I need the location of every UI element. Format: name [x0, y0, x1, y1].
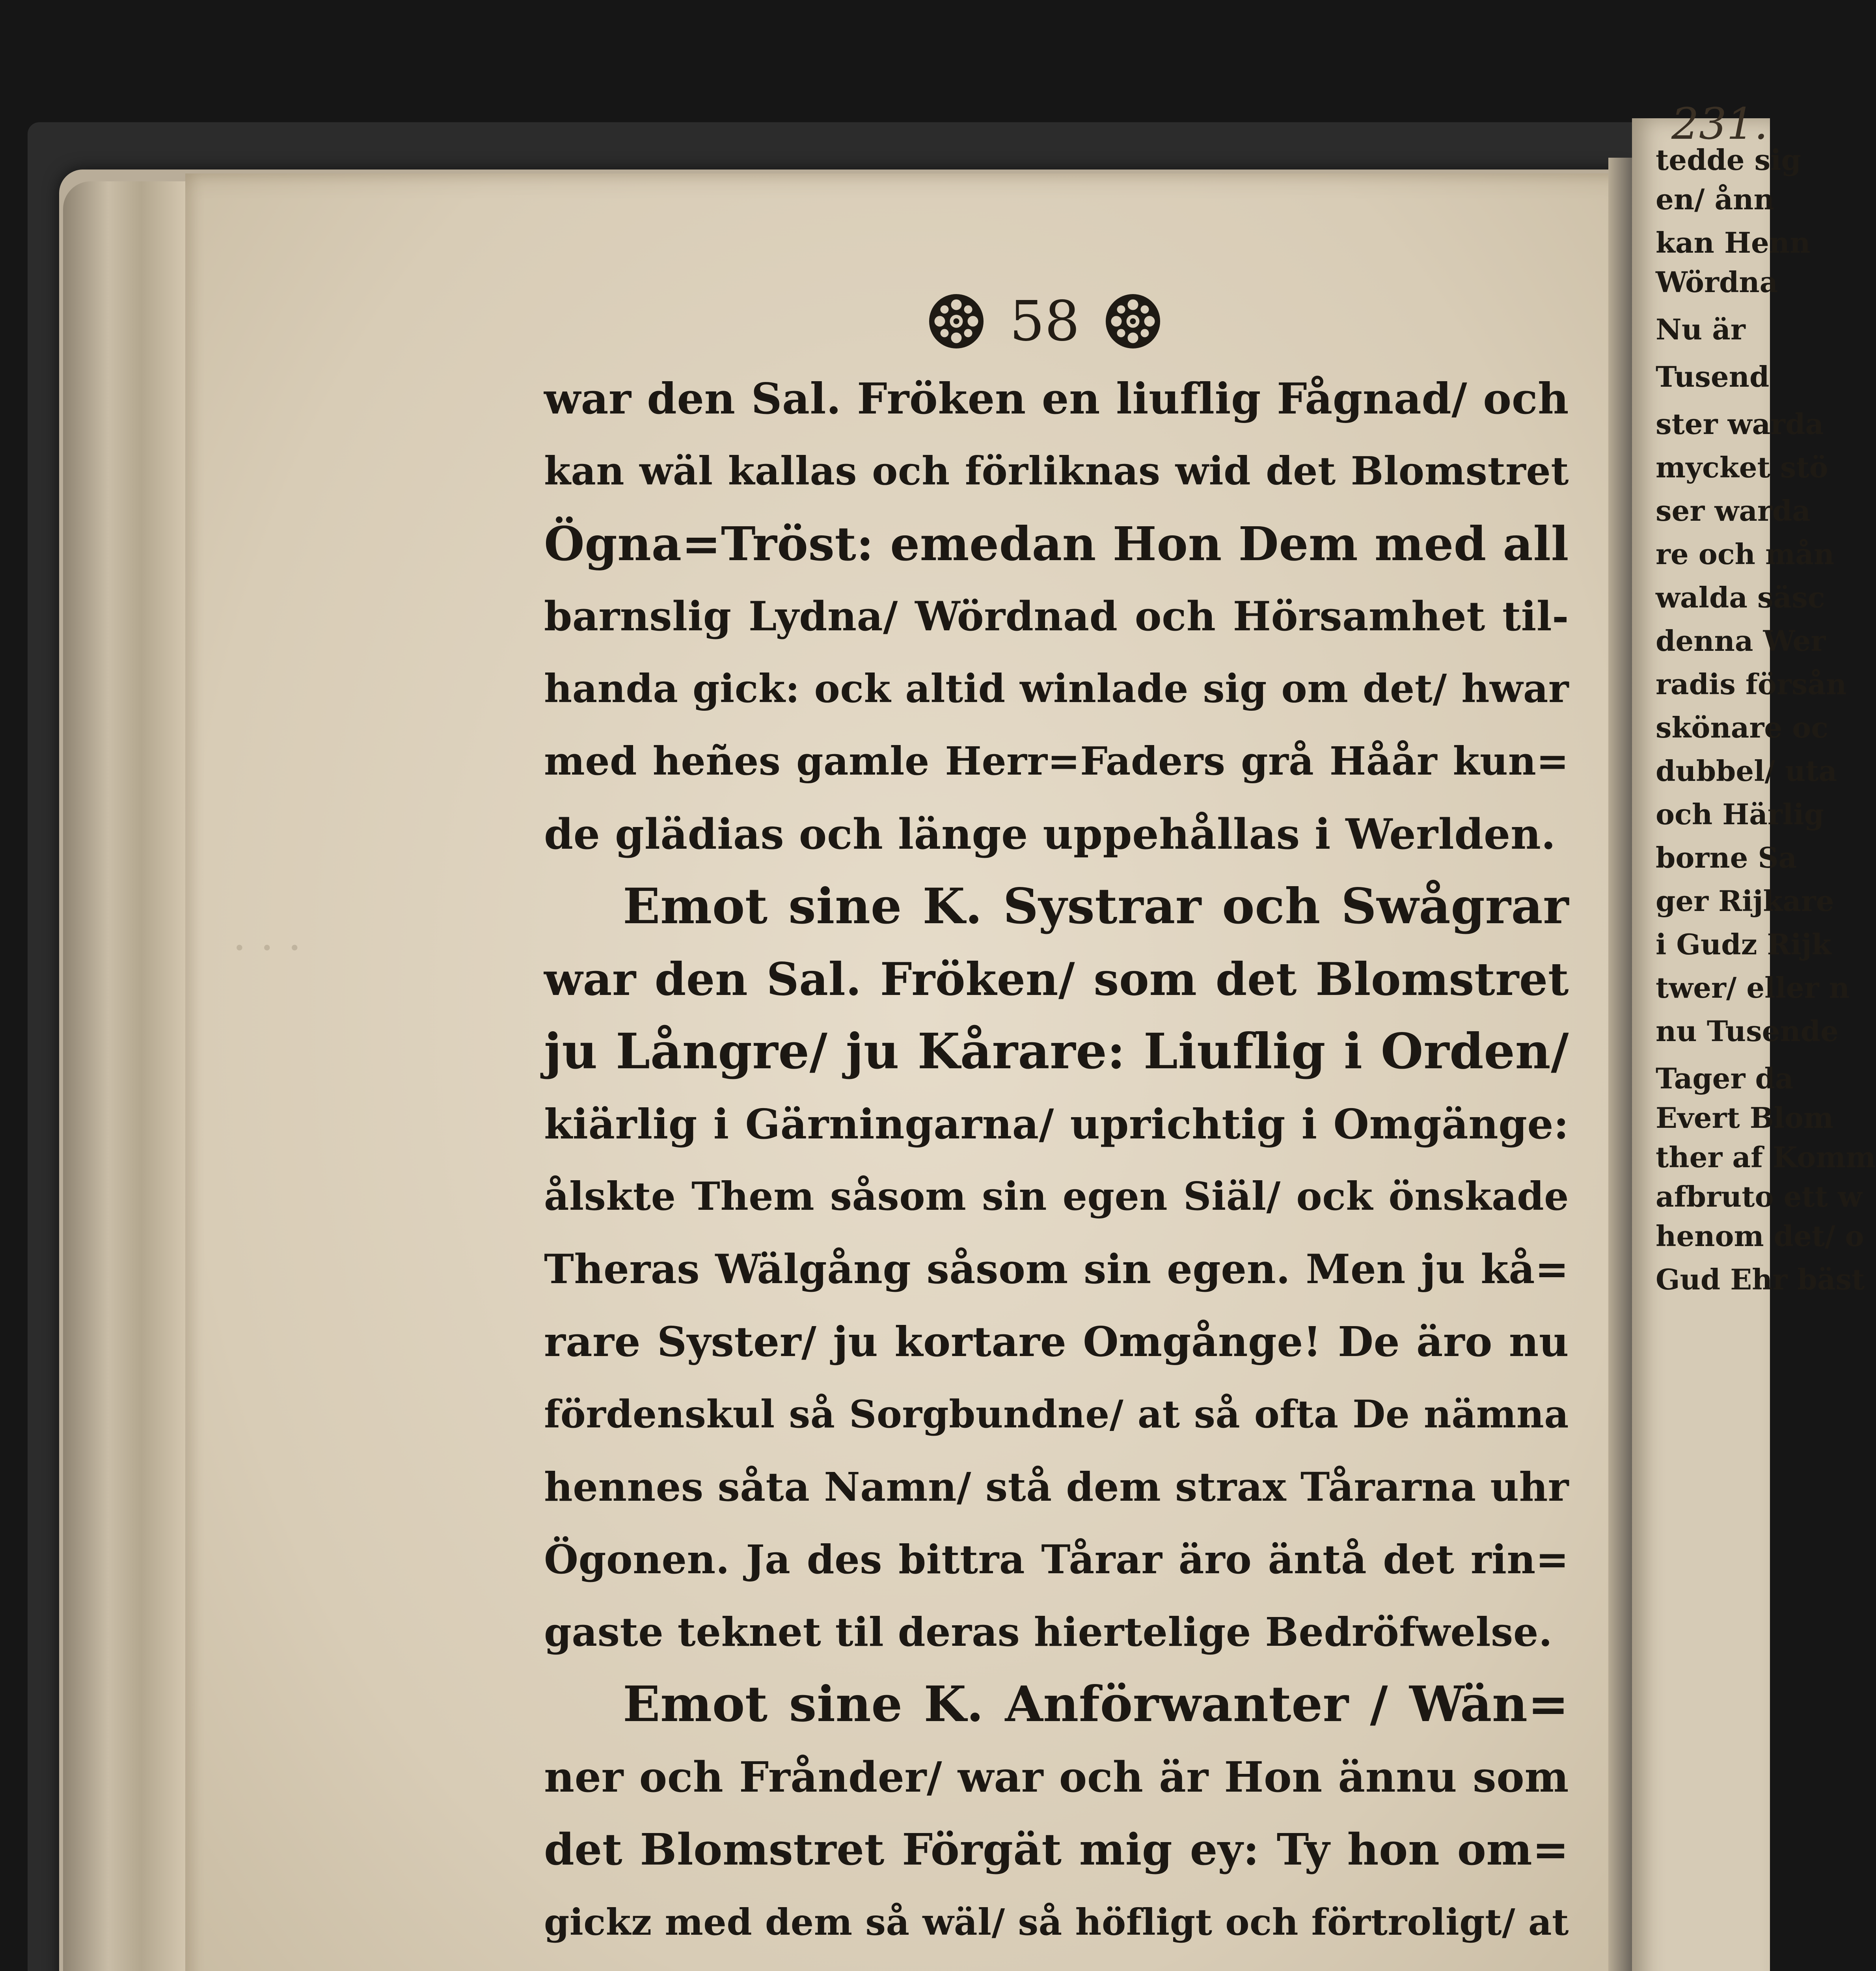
text-line: fördenskul så Sorgbundne/ at så ofta De nämna — [544, 1392, 1569, 1436]
facing-page-line: dubbel/ uta — [1656, 754, 1837, 788]
text-line: gaste teknet til deras hiertelige Bedröfwelse. — [544, 1609, 1553, 1655]
facing-page-line: mycket stö — [1656, 451, 1828, 484]
text-line: Ögna=Tröst: emedan Hon Dem med all — [544, 516, 1569, 571]
facing-page-line: borne Sa — [1656, 841, 1797, 874]
facing-page-line: ger Rijkare — [1656, 884, 1834, 918]
rosette-ornament-icon — [1103, 292, 1162, 351]
running-header — [907, 284, 1183, 359]
rosette-ornament-icon — [927, 292, 986, 351]
facing-page-line: radis försån — [1656, 667, 1847, 701]
facing-page-line: kan Henn — [1656, 226, 1811, 259]
facing-page-line: en/ ånn — [1656, 183, 1774, 216]
facing-page-line: denna Wer — [1656, 624, 1826, 658]
facing-page-line: skönare oc — [1656, 711, 1829, 744]
text-line: ju Långre/ ju Kårare: Liuflig i Orden/ — [544, 1023, 1569, 1080]
facing-page-line: Tusend — [1656, 360, 1770, 393]
facing-page-line: i Gudz Rijk — [1656, 928, 1831, 961]
text-line: kiärlig i Gärningarna/ uprichtig i Omgänge: — [544, 1100, 1569, 1148]
text-line: Theras Wälgång såsom sin egen. Men ju kå= — [544, 1246, 1569, 1293]
text-line: war den Sal. Fröken/ som det Blomstret — [544, 953, 1569, 1006]
text-line: kan wäl kallas och förliknas wid det Blomstret — [544, 449, 1569, 494]
facing-page-line: Nu är — [1656, 313, 1746, 346]
text-line — [544, 1958, 1569, 1971]
text-line: det Blomstret Förgät mig ey: Ty hon om= — [544, 1824, 1569, 1875]
show-through-text: · · · — [233, 922, 302, 973]
text-line: Emot sine K. Anförwanter / Wän= — [623, 1676, 1569, 1733]
facing-page-line: Tager da — [1656, 1062, 1794, 1095]
text-line: Emot sine K. Systrar och Swågrar — [623, 878, 1569, 935]
facing-page-line: ther af Komm — [1656, 1140, 1876, 1174]
facing-page-line: Evert Blom — [1656, 1101, 1834, 1135]
facing-page-line: tedde sig — [1656, 143, 1801, 177]
text-line: war den Sal. Fröken en liuflig Fågnad/ och — [544, 374, 1569, 424]
text-line: med heñes gamle Herr=Faders grå Håår kun= — [544, 739, 1569, 784]
text-line: de glädias och länge uppehållas i Werlden. — [544, 809, 1556, 859]
text-line: gickz med dem så wäl/ så höfligt och förtroligt/ at — [544, 1901, 1569, 1943]
facing-page — [1632, 118, 1876, 1971]
text-line: barnslig Lydna/ Wördnad och Hörsamhet til- — [544, 593, 1569, 640]
facing-page-line: ser warda — [1656, 494, 1811, 527]
text-line: ner och Frånder/ war och är Hon ännu som — [544, 1752, 1569, 1801]
text-line: Ögonen. Ja des bittra Tårar äro äntå det rin= — [544, 1536, 1569, 1583]
page-number: 58 — [1009, 289, 1080, 354]
text-line: hennes såta Namn/ stå dem strax Tårarna uhr — [544, 1464, 1569, 1510]
facing-page-line: Gud Ehr bäst — [1656, 1263, 1865, 1296]
facing-page-folio: 231. — [1671, 99, 1768, 149]
facing-page-line: afbruto ett w — [1656, 1180, 1862, 1213]
facing-page-line: walda säsc — [1656, 581, 1825, 614]
facing-page-line: re och mån — [1656, 537, 1835, 571]
facing-page-line: henom det/ o — [1656, 1219, 1864, 1253]
facing-page-line: ster warda — [1656, 407, 1824, 441]
body-text — [544, 363, 1569, 1971]
text-line: rare Syster/ ju kortare Omgånge! De äro nu — [544, 1317, 1569, 1366]
facing-page-line: nu Tusende — [1656, 1014, 1839, 1048]
text-line: ålskte Them såsom sin egen Siäl/ ock önskade — [544, 1174, 1569, 1219]
facing-page-line: Wördna — [1656, 265, 1778, 299]
text-line: handa gick: ock altid winlade sig om det/ hwar — [544, 666, 1569, 712]
facing-page-line: och Härlig — [1656, 797, 1824, 831]
page-edges — [63, 181, 193, 1971]
facing-page-line: twer/ eller n — [1656, 971, 1850, 1004]
